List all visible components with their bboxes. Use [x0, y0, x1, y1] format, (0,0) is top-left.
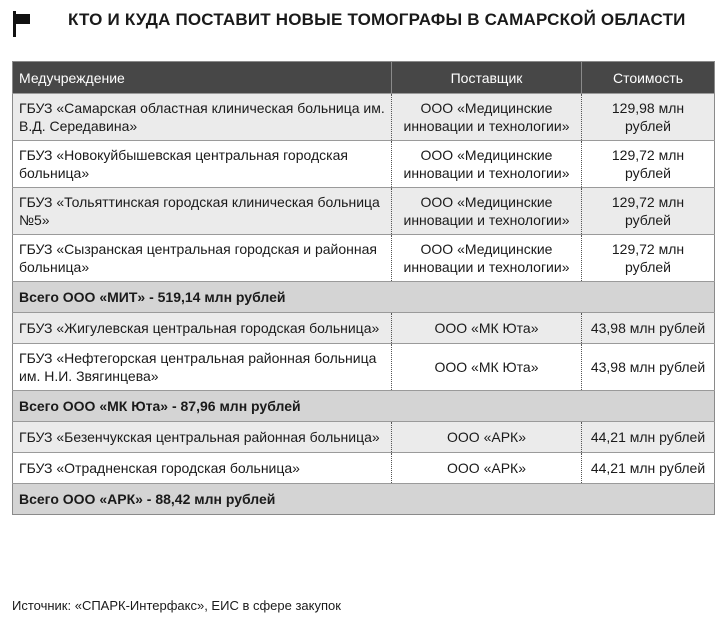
institution-cell: ГБУЗ «Тольяттинская городская клиническая больница №5» [13, 188, 392, 235]
table-row [13, 94, 715, 141]
cost-cell: 129,72 млн рублей [582, 235, 715, 282]
total-cell: Всего ООО «МИТ» - 519,14 млн рублей [13, 282, 715, 313]
table-row [13, 453, 715, 484]
supplier-cell: ООО «МК Юта» [392, 313, 582, 344]
total-row [13, 484, 715, 515]
table-row [13, 188, 715, 235]
cost-cell: 129,72 млн рублей [582, 188, 715, 235]
supplier-cell: ООО «Медицинские инновации и технологии» [392, 188, 582, 235]
table-row [13, 313, 715, 344]
total-row [13, 282, 715, 313]
supplier-cell: ООО «Медицинские инновации и технологии» [392, 235, 582, 282]
institution-cell: ГБУЗ «Безенчукская центральная районная больница» [13, 422, 392, 453]
table-row [13, 422, 715, 453]
table-header-row [13, 62, 715, 94]
institution-cell: ГБУЗ «Самарская областная клиническая больница им. В.Д. Середавина» [13, 94, 392, 141]
supplier-cell: ООО «АРК» [392, 453, 582, 484]
total-cell: Всего ООО «МК Юта» - 87,96 млн рублей [13, 391, 715, 422]
supplier-cell: ООО «МК Юта» [392, 344, 582, 391]
institution-cell: ГБУЗ «Новокуйбышевская центральная городская больница» [13, 141, 392, 188]
cost-cell: 129,98 млн рублей [582, 94, 715, 141]
header-cost: Стоимость [582, 62, 715, 94]
supplier-cell: ООО «АРК» [392, 422, 582, 453]
cost-cell: 44,21 млн рублей [582, 453, 715, 484]
cost-cell: 129,72 млн рублей [582, 141, 715, 188]
institution-cell: ГБУЗ «Нефтегорская центральная районная больница им. Н.И. Звягинцева» [13, 344, 392, 391]
cost-cell: 44,21 млн рублей [582, 422, 715, 453]
page-title: КТО И КУДА ПОСТАВИТ НОВЫЕ ТОМОГРАФЫ В САМАРСКОЙ ОБЛАСТИ [68, 10, 686, 29]
cost-cell: 43,98 млн рублей [582, 344, 715, 391]
header-supplier: Поставщик [392, 62, 582, 94]
header-institution: Медучреждение [13, 62, 392, 94]
suppliers-table [12, 61, 715, 515]
institution-cell: ГБУЗ «Сызранская центральная городская и районная больница» [13, 235, 392, 282]
total-cell: Всего ООО «АРК» - 88,42 млн рублей [13, 484, 715, 515]
flag-icon [12, 10, 38, 38]
total-row [13, 391, 715, 422]
institution-cell: ГБУЗ «Жигулевская центральная городская больница» [13, 313, 392, 344]
supplier-cell: ООО «Медицинские инновации и технологии» [392, 141, 582, 188]
table-row [13, 235, 715, 282]
supplier-cell: ООО «Медицинские инновации и технологии» [392, 94, 582, 141]
table-row [13, 141, 715, 188]
table-row [13, 344, 715, 391]
source-note: Источник: «СПАРК-Интерфакс», ЕИС в сфере закупок [12, 598, 341, 613]
cost-cell: 43,98 млн рублей [582, 313, 715, 344]
institution-cell: ГБУЗ «Отрадненская городская больница» [13, 453, 392, 484]
